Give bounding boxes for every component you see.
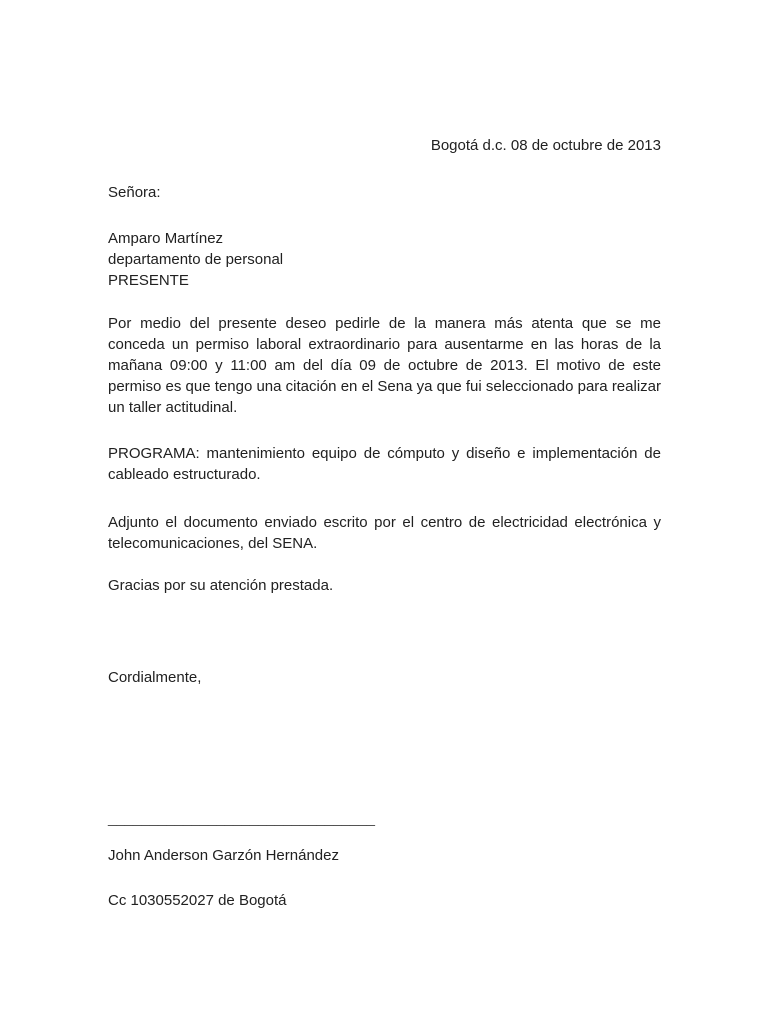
signature-rule: ________________________________ (108, 810, 375, 827)
body-paragraph-attachment: Adjunto el documento enviado escrito por el centro de electricidad electrónica y telecomunicaciones, del SENA. (108, 514, 661, 552)
body-paragraph-request: Por medio del presente deseo pedirle de la manera más atenta que se me conceda un permiso laboral extraordinario para ausentarme en las horas de la mañana 09:00 y 11:00 am del día 09 de octubre de 2013. El motivo de este permiso es que tengo una citación en el Sena ya que fui seleccionado para realizar un taller actitudinal. (108, 315, 661, 416)
thanks-line: Gracias por su atención prestada. (108, 577, 334, 594)
recipient-presente: PRESENTE (108, 272, 189, 289)
recipient-block (108, 228, 661, 291)
body-paragraph-program: PROGRAMA: mantenimiento equipo de cómputo y diseño e implementación de cableado estructurado. (108, 445, 661, 483)
cc-id-line: Cc 1030552027 de Bogotá (108, 892, 287, 909)
salutation: Señora: (108, 184, 161, 201)
recipient-department: departamento de personal (108, 251, 284, 268)
recipient-name: Amparo Martínez (108, 230, 224, 247)
date-line: Bogotá d.c. 08 de octubre de 2013 (430, 137, 661, 154)
closing-line: Cordialmente, (108, 669, 202, 686)
signer-name: John Anderson Garzón Hernández (108, 847, 339, 864)
